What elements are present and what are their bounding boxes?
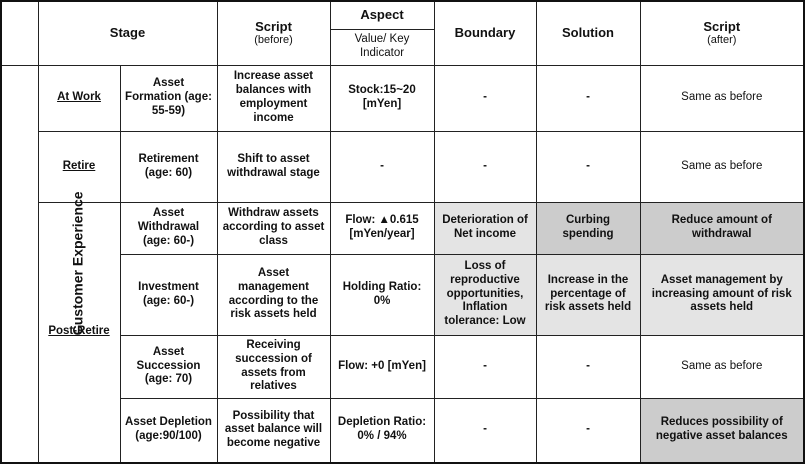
substage-cell: Asset Succession (age: 70) <box>120 335 217 398</box>
script-after-cell: Reduces possibility of negative asset balances <box>640 398 804 463</box>
solution-cell: - <box>536 335 640 398</box>
table-row <box>1 131 804 202</box>
script-after-cell: Same as before <box>640 131 804 202</box>
stage-post-retire: Post-Retire <box>38 202 120 463</box>
boundary-cell: - <box>434 131 536 202</box>
header-row-1 <box>1 1 804 29</box>
aspect-cell: Flow: ▲0.615 [mYen/year] <box>330 202 434 254</box>
header-script-after-title: Script <box>703 18 741 34</box>
script-before-cell: Receiving succession of assets from relatives <box>217 335 330 398</box>
table-row <box>1 398 804 463</box>
substage-cell: Asset Withdrawal (age: 60-) <box>120 202 217 254</box>
script-after-cell: Reduce amount of withdrawal <box>640 202 804 254</box>
aspect-cell: - <box>330 131 434 202</box>
header-script-before-title: Script <box>255 18 292 34</box>
script-before-cell: Shift to asset withdrawal stage <box>217 131 330 202</box>
substage-cell: Asset Formation (age: 55-59) <box>120 65 217 131</box>
script-after-cell: Same as before <box>640 335 804 398</box>
table-row <box>1 254 804 335</box>
script-before-cell: Possibility that asset balance will become negative <box>217 398 330 463</box>
header-script-after <box>640 1 804 65</box>
stage-at-work: At Work <box>38 65 120 131</box>
substage-cell: Investment (age: 60-) <box>120 254 217 335</box>
boundary-cell: - <box>434 335 536 398</box>
table-row <box>1 335 804 398</box>
script-after-cell: Asset management by increasing amount of risk assets held <box>640 254 804 335</box>
substage-cell: Asset Depletion (age:90/100) <box>120 398 217 463</box>
stage-retire: Retire <box>38 131 120 202</box>
aspect-cell: Flow: +0 [mYen] <box>330 335 434 398</box>
solution-cell: - <box>536 398 640 463</box>
aspect-cell: Stock:15~20 [mYen] <box>330 65 434 131</box>
header-script-before <box>217 1 330 65</box>
solution-cell: Curbing spending <box>536 202 640 254</box>
header-script-after-sub: (after) <box>707 34 737 47</box>
group-label: Customer Experience <box>69 191 86 336</box>
header-boundary: Boundary <box>434 1 536 65</box>
header-aspect-sub: Value/ Key Indicator <box>330 29 434 65</box>
boundary-cell: Loss of reproductive opportunities, Inflation tolerance: Low <box>434 254 536 335</box>
script-before-cell: Asset management according to the risk assets held <box>217 254 330 335</box>
boundary-cell: - <box>434 398 536 463</box>
header-stage: Stage <box>38 1 217 65</box>
header-script-before-sub: (before) <box>254 34 293 47</box>
solution-cell: - <box>536 65 640 131</box>
substage-cell: Retirement (age: 60) <box>120 131 217 202</box>
script-before-cell: Withdraw assets according to asset class <box>217 202 330 254</box>
header-solution: Solution <box>536 1 640 65</box>
header-aspect: Aspect <box>330 1 434 29</box>
script-after-cell: Same as before <box>640 65 804 131</box>
boundary-cell: Deterioration of Net income <box>434 202 536 254</box>
aspect-cell: Depletion Ratio: 0% / 94% <box>330 398 434 463</box>
table-row <box>1 65 804 131</box>
header-corner <box>1 1 38 65</box>
table-row <box>1 202 804 254</box>
script-before-cell: Increase asset balances with employment income <box>217 65 330 131</box>
aspect-cell: Holding Ratio: 0% <box>330 254 434 335</box>
solution-cell: - <box>536 131 640 202</box>
boundary-cell: - <box>434 65 536 131</box>
solution-cell: Increase in the percentage of risk assets held <box>536 254 640 335</box>
